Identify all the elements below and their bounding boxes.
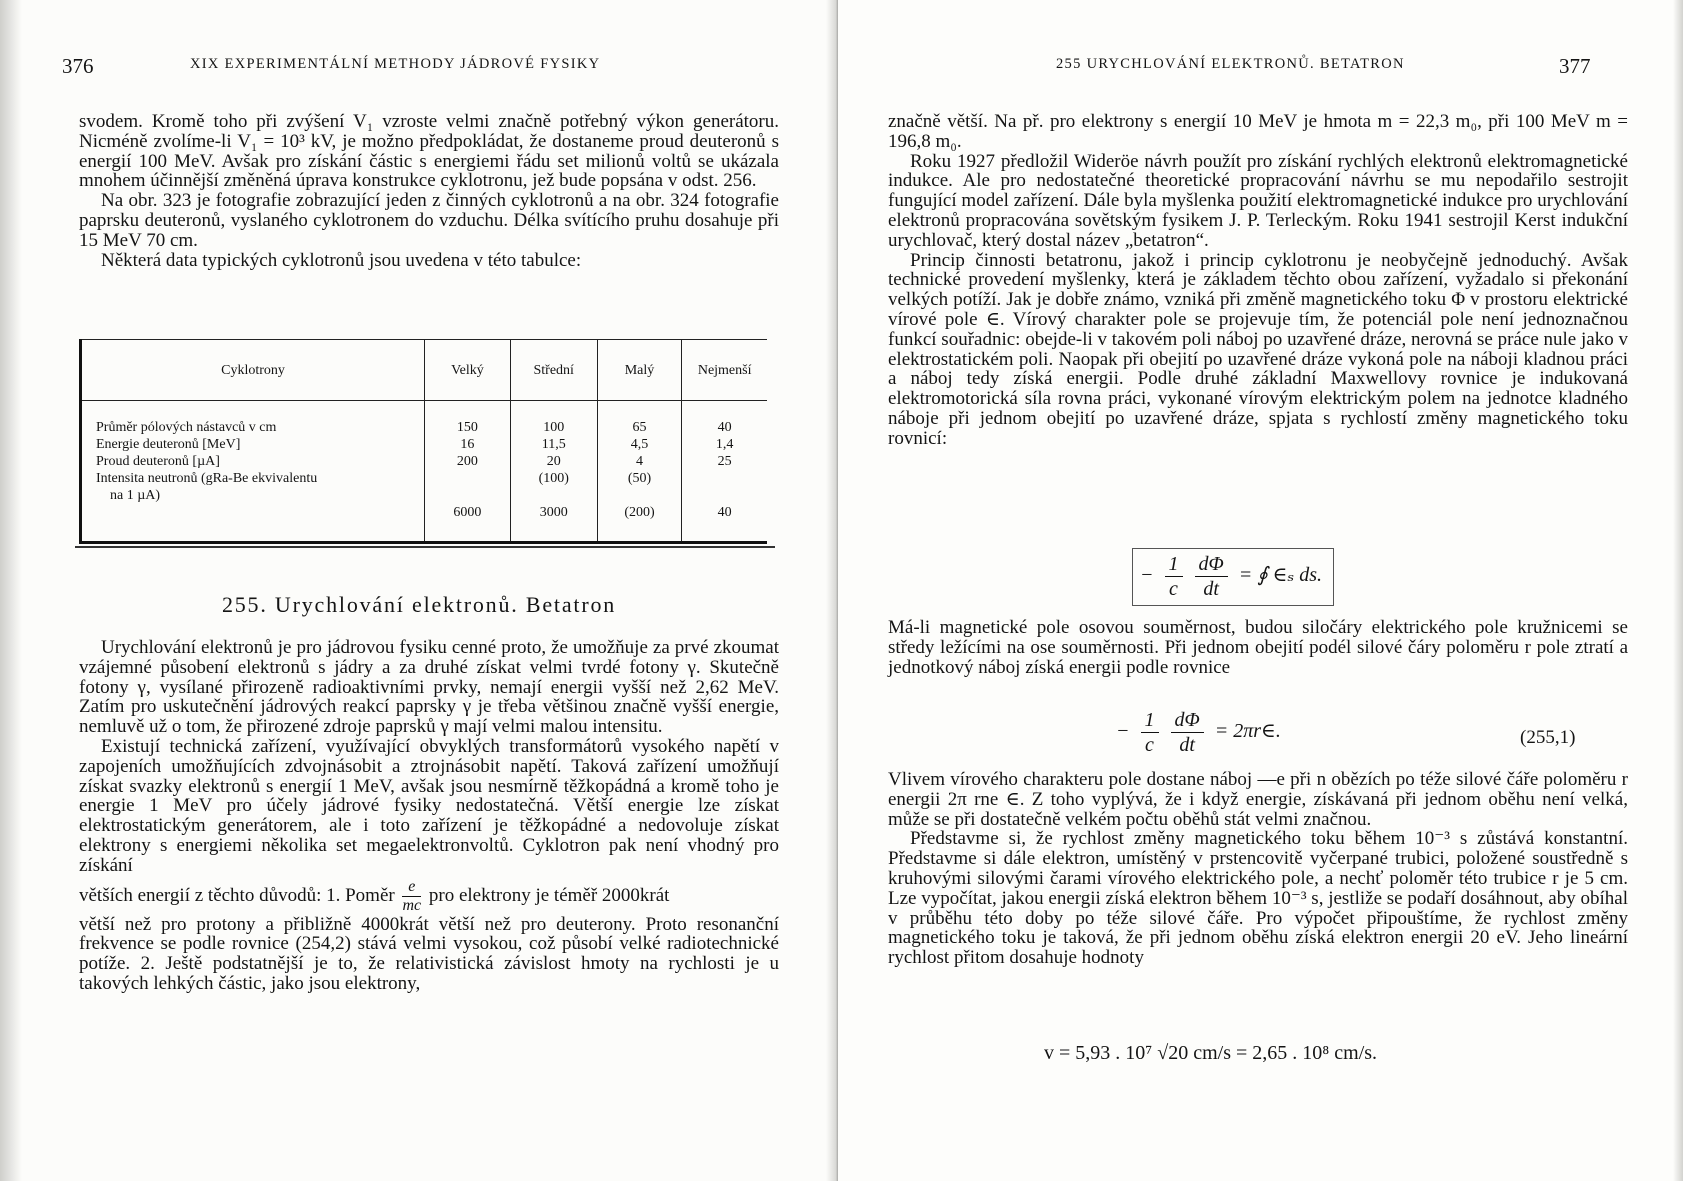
table-cell bbox=[599, 487, 681, 504]
table-cell bbox=[683, 487, 766, 504]
table-header: Malý bbox=[597, 340, 682, 401]
paragraph: Některá data typických cyklotronů jsou uvedena v této tabulce: bbox=[101, 249, 582, 271]
minus-sign: − bbox=[1140, 564, 1154, 587]
minus-sign: − bbox=[1116, 720, 1130, 743]
table-cell: 4 bbox=[636, 454, 644, 469]
equation-number: (255,1) bbox=[1520, 727, 1576, 748]
table-cell bbox=[512, 487, 596, 504]
table-cell: 6000 bbox=[453, 505, 482, 520]
table-cell: 40 bbox=[717, 505, 732, 520]
table-cell: Proud deuteronů [µA] bbox=[96, 454, 220, 469]
dphi-over-dt-fraction bbox=[1171, 708, 1204, 757]
table-cell bbox=[683, 470, 766, 487]
table-column-stredni bbox=[510, 401, 597, 543]
paragraph: značně větší. Na př. pro elektrony s energií 10 MeV je hmota m = 22,3 m₀, při 100 MeV m = 196,8 m₀. bbox=[888, 111, 1628, 152]
table-cell bbox=[426, 487, 509, 504]
page-edge-shadow bbox=[0, 0, 22, 1181]
equation-velocity: v = 5,93 . 10⁷ √20 cm/s = 2,65 . 10⁸ cm/s. bbox=[1044, 1042, 1378, 1064]
table-cell: (200) bbox=[624, 505, 655, 520]
table-cell: 16 bbox=[460, 437, 475, 452]
page-edge-shadow bbox=[1673, 0, 1683, 1181]
right-mid-text bbox=[888, 618, 1628, 677]
table-cell: (50) bbox=[627, 471, 652, 486]
fraction-line-before: větších energií z těchto důvodů: 1. Poměr bbox=[79, 884, 395, 906]
table-column-nejmensi bbox=[682, 401, 767, 543]
equation-box bbox=[1132, 548, 1334, 606]
table-cell: Intensita neutronů (gRa-Be ekvivalentu bbox=[96, 471, 318, 486]
left-intro-text bbox=[79, 112, 779, 270]
table-cell: 4,5 bbox=[630, 437, 649, 452]
fraction-denominator: c bbox=[1169, 578, 1178, 600]
e-over-mc-fraction bbox=[402, 878, 421, 915]
table-column-maly bbox=[597, 401, 682, 543]
table-cell: na 1 µA) bbox=[110, 488, 161, 503]
equation-rhs: = ∮ ∈ₛ ds. bbox=[1238, 564, 1322, 587]
table-cell: 65 bbox=[632, 420, 647, 435]
fraction-numerator: e bbox=[402, 878, 421, 897]
fraction-denominator: dt bbox=[1179, 734, 1195, 756]
cyclotron-table bbox=[79, 339, 767, 544]
table-header: Cyklotrony bbox=[81, 340, 425, 401]
table-cell: Průměr pólových nástavců v cm bbox=[96, 420, 277, 435]
paragraph: svodem. Kromě toho při zvýšení V₁ vzroste velmi značně potřebný výkon generátoru. Nicméně zvolíme-li V₁ = 10³ kV, je možno předpokládat, že dostaneme proud deuteronů s energií 100 MeV. Avšak pro získání částic s energiemi řádu set milionů voltů se ukázala mnohem účinnější změněná úprava konstrukce cyklotronu, jež bude popsána v odst. 256. bbox=[79, 111, 779, 192]
fraction-numerator: dΦ bbox=[1171, 708, 1204, 733]
table-row-labels bbox=[81, 401, 425, 543]
table-cell: 25 bbox=[717, 454, 732, 469]
fraction-line-after: pro elektrony je téměř 2000krát bbox=[428, 884, 670, 906]
table-cell: 40 bbox=[717, 420, 732, 435]
right-bottom-text bbox=[888, 770, 1628, 968]
paragraph: větší než pro protony a přibližně 4000krát větší než pro deuterony. Proto resonanční frekvence se podle rovnice (254,2) stává velmi vysokou, což působí velké radiotechnické potíže. 2. Ještě podstatnější je to, že relativistická závislost hmoty na rychlosti je u takových lehkých částic, jako jsou elektrony, bbox=[79, 913, 779, 994]
table-cell: 150 bbox=[456, 420, 478, 435]
table-cell: Energie deuteronů [MeV] bbox=[96, 437, 241, 452]
table-cell: 1,4 bbox=[715, 437, 734, 452]
table-cell: 20 bbox=[546, 454, 561, 469]
paragraph: Princip činnosti betatronu, jakož i princip cyklotronu je neobyčejně jednoduchý. Avšak technické provedení myšlenky, která je základem těchto obou zařízení, vyžadalo si překonání velkých potíží. Jak je dobře známo, vzniká při změně magnetického toku Φ v prostoru elektrické vírové pole ∈. Vírový charakter pole se projevuje tím, že potenciál pole není jednoznačnou funkcí souřadnic: obejde-li v takovém poli náboj po uzavřené dráze, nerovná se práce nule jako v elektrostatickém poli. Naopak při obejití po uzavřené dráze vykoná pole na náboji kladnou práci a náboj tedy získá energii. Podle druhé základní Maxwellovy rovnice je indukovaná elektromotorická síla rovna práci, vykonané vírovým elektrickým polem na jednotce kladného náboje při jednom obejití po uzavřené dráze, spjata s rychlostí změny magnetického toku rovnicí: bbox=[888, 249, 1628, 449]
table-cell: 3000 bbox=[539, 505, 568, 520]
table-column-velky bbox=[425, 401, 511, 543]
fraction-line bbox=[79, 878, 779, 915]
left-page bbox=[0, 0, 838, 1181]
table-header: Velký bbox=[425, 340, 511, 401]
section-title: 255. Urychlování elektronů. Betatron bbox=[221, 592, 617, 617]
page-number-left: 376 bbox=[62, 54, 94, 78]
paragraph: Roku 1927 předložil Wideröe návrh použít pro získání rychlých elektronů elektromagnetické indukce. Ale pro nedostatečné theoretické propracování návrhu se mu nepodařilo sestrojit fungující model zařízení. Dále byla myšlenka použití elektromagnetické indukce pro urychlování elektronů propracována sovětským fysikem J. P. Terleckým. Roku 1941 sestrojil Kerst indukční urychlovač, který dostal název „betatron“. bbox=[888, 150, 1628, 251]
table-cell: 11,5 bbox=[541, 437, 566, 452]
table-cell: 200 bbox=[456, 454, 478, 469]
table-header: Nejmenší bbox=[682, 340, 767, 401]
equation-rhs: = 2πr∈. bbox=[1214, 720, 1281, 743]
paragraph: Na obr. 323 je fotografie zobrazující jeden z činných cyklotronů a na obr. 324 fotografie paprsku deuteronů, vyslaného cyklotronem do vzduchu. Délka svítícího pruhu dosahuje při 15 MeV 70 cm. bbox=[79, 190, 779, 251]
paragraph: Představme si, že rychlost změny magnetického toku během 10⁻³ s zůstává konstantní. Představme si dále elektron, umístěný v prstencovitě vyčerpané trubici, položené soustředně s kruhovými silovými čarami vírového elektrického pole, a nechť poloměr této trubice r je 5 cm. Lze vypočítat, jakou energii získá elektron během 10⁻³ s, jestliže se podaří dosáhnout, aby obíhal v průběhu této doby po téže silové čáře. Pro výpočet připouštíme, že rychlost změny magnetického toku je taková, že při jednom oběhu získá elektron energii 20 eV. Jeho lineární rychlost přitom dosahuje hodnoty bbox=[888, 828, 1628, 969]
fraction-numerator: dΦ bbox=[1195, 552, 1228, 577]
fraction-numerator: 1 bbox=[1141, 708, 1159, 733]
section-body-text bbox=[79, 638, 779, 994]
fraction-numerator: 1 bbox=[1165, 552, 1183, 577]
paragraph: Vlivem vírového charakteru pole dostane náboj —e při n obězích po téže silové čáře poloměru r energii 2π rne ∈. Z toho vyplývá, že i když energie, získávaná při jednom oběhu není velká, může se při dostatečně velkém počtu oběhů stát velmi značnou. bbox=[888, 769, 1628, 830]
running-head-left: XIX EXPERIMENTÁLNÍ METHODY JÁDROVÉ FYSIKY bbox=[190, 56, 601, 72]
page-number-right: 377 bbox=[1559, 54, 1591, 78]
right-top-text bbox=[888, 112, 1628, 449]
table-bottom-rule bbox=[75, 546, 775, 548]
fraction-denominator: c bbox=[1145, 734, 1154, 756]
table-cell: 100 bbox=[543, 420, 565, 435]
running-head-right: 255 URYCHLOVÁNÍ ELEKTRONŮ. BETATRON bbox=[1056, 56, 1405, 72]
fraction-denominator: mc bbox=[402, 896, 422, 914]
right-page bbox=[838, 0, 1683, 1181]
one-over-c-fraction bbox=[1141, 708, 1159, 757]
paragraph: Existují technická zařízení, využívající obvyklých transformátorů vysokého napětí v zapojeních umožňujících zdvojnásobit a ztrojnásobit napětí. Taková zařízení umožňují získat svazky elektronů s energií 1 MeV, avšak jsou nesmírně těžkopádná a kromě toho je energie 1 MeV pro účely jádrové fysiky nedostatečná. Větší energie lze získat elektrostatickým generátorem, ale i toto zařízení je těžkopádné a nedovoluje získat elektrony s energiemi několika set megaelektronvoltů. Cyklotron pak není vhodný pro získání bbox=[79, 735, 779, 876]
paragraph: Má-li magnetické pole osovou souměrnost, budou siločáry elektrického pole kružnicemi se středy ležícími na ose souměrnosti. Při jednom obejití podél silové čáry poloměru r pole ztratí a jednotkový náboj získá energii podle rovnice bbox=[888, 617, 1628, 678]
table-cell: (100) bbox=[538, 471, 569, 486]
table-cell bbox=[426, 470, 509, 487]
fraction-denominator: dt bbox=[1203, 578, 1219, 600]
table-header: Střední bbox=[510, 340, 597, 401]
paragraph: Urychlování elektronů je pro jádrovou fysiku cenné proto, že umožňuje za prvé zkoumat vzájemné působení elektronů s jádry a za druhé získat velmi tvrdé fotony γ. Skutečně fotony γ, vysílané přirozeně radioaktivními prvky, nemají energii vyšší než 2,62 MeV. Zatím pro uskutečnění jádrových reakcí paprsky γ je třeba většinou značně vyšší energie, nemluvě už o tom, že přirozené zdroje paprsků γ mají velmi malou intensitu. bbox=[79, 637, 779, 738]
equation-255-1 bbox=[1116, 708, 1281, 757]
